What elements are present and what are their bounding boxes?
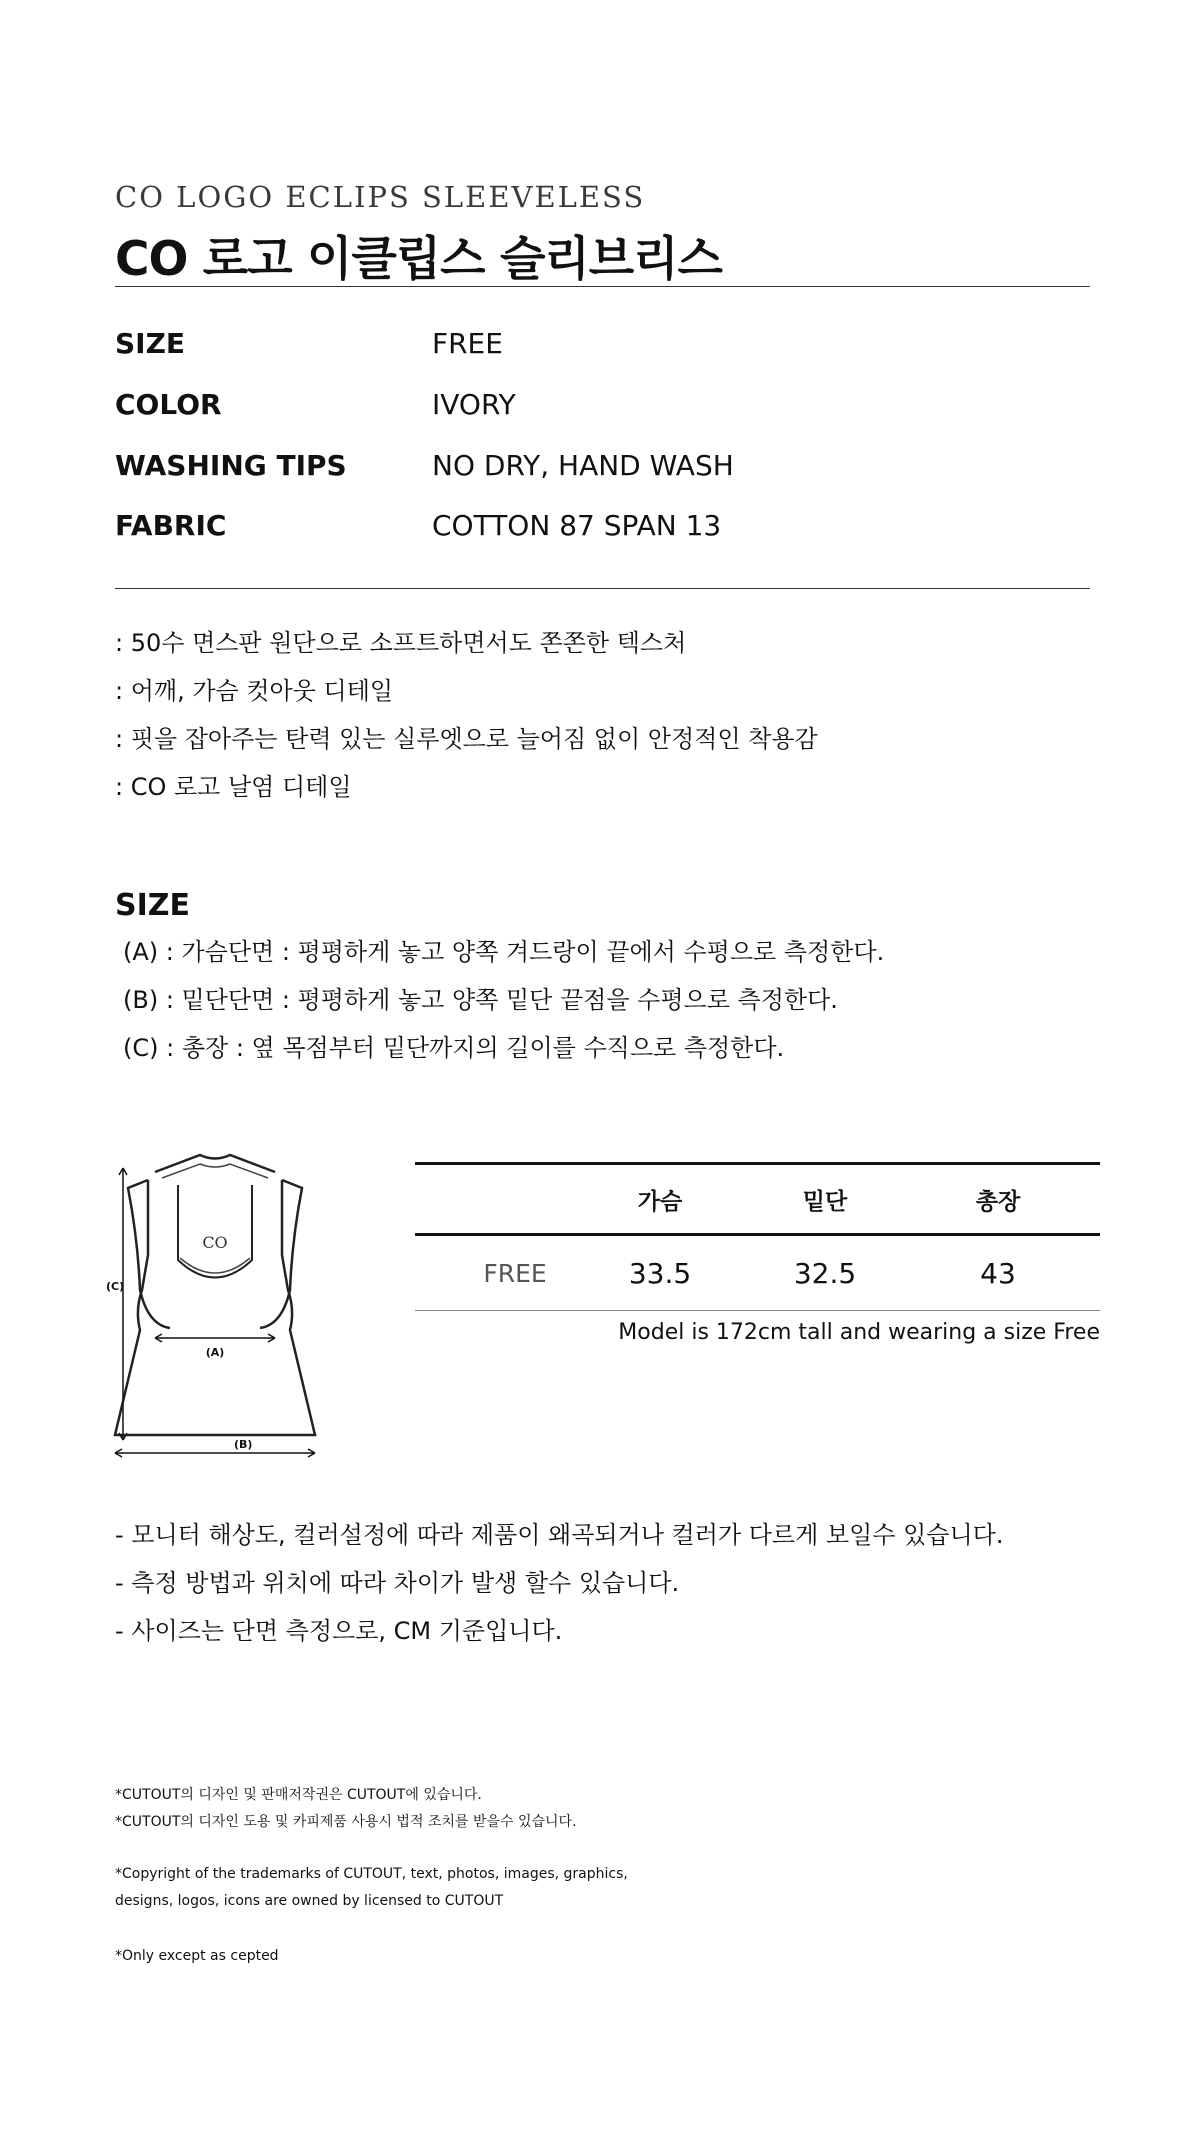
notice-line: - 사이즈는 단면 측정으로, CM 기준입니다. [115,1617,563,1645]
label-c: (C) [106,1280,125,1293]
spec-label-color: COLOR [115,388,222,421]
cell-hem: 32.5 [793,1256,857,1290]
copyright-en-2: designs, logos, icons are owned by licensed to CUTOUT [115,1893,504,1909]
header-cell [415,1165,590,1233]
copyright-kr-1: *CUTOUT의 디자인 및 판매저작권은 CUTOUT에 있습니다. [115,1787,482,1803]
size-table [415,1162,1100,1311]
feature-line: : 핏을 잡아주는 탄력 있는 실루엣으로 늘어짐 없이 안정적인 착용감 [115,725,818,753]
feature-line: : 어깨, 가슴 컷아웃 디테일 [115,677,394,705]
spec-value-size: FREE [432,327,503,360]
spec-divider [115,588,1090,589]
cell-size: FREE [483,1258,547,1288]
title-divider [115,286,1090,287]
neck-band [155,1155,275,1172]
spec-value-washing: NO DRY, HAND WASH [432,449,734,482]
spec-label-washing: WASHING TIPS [115,449,347,482]
size-heading: SIZE [115,888,191,923]
product-title-english: CO LOGO ECLIPS SLEEVELESS [115,180,646,214]
product-title-korean: CO 로고 이클립스 슬리브리스 [115,232,722,287]
notice-line: - 모니터 해상도, 컬러설정에 따라 제품이 왜곡되거나 컬러가 다르게 보일수 있습니다. [115,1521,1004,1549]
neck-band-inner [162,1164,268,1178]
copyright-except: *Only except as cepted [115,1948,279,1964]
sleeveless-measurement-diagram [100,1150,360,1460]
label-a: (A) [205,1346,225,1359]
spec-label-size: SIZE [115,327,186,360]
size-guide-line: (B) : 밑단단면 : 평평하게 놓고 양쪽 밑단 끝점을 수평으로 측정한다. [123,986,838,1014]
header-cell-hem: 밑단 [802,1188,848,1215]
header-cell-chest: 가슴 [637,1188,683,1215]
spec-label-fabric: FABRIC [115,509,227,542]
table-header-row [415,1165,1100,1233]
notice-line: - 측정 방법과 위치에 따라 차이가 발생 할수 있습니다. [115,1569,680,1597]
size-guide-line: (C) : 총장 : 옆 목점부터 밑단까지의 길이를 수직으로 측정한다. [123,1034,785,1062]
front-panel [178,1185,252,1278]
copyright-en-1: *Copyright of the trademarks of CUTOUT, text, photos, images, graphics, [115,1866,628,1882]
size-guide-line: (A) : 가슴단면 : 평평하게 놓고 양쪽 겨드랑이 끝에서 수평으로 측정한다. [123,938,885,966]
spec-value-fabric: COTTON 87 SPAN 13 [432,509,722,542]
label-b: (B) [234,1438,253,1451]
cell-chest: 33.5 [628,1256,692,1290]
diagram-logo: CO [202,1233,228,1252]
cell-length: 43 [980,1256,1016,1290]
spec-value-color: IVORY [432,388,516,421]
header-cell-length: 총장 [975,1188,1021,1215]
copyright-kr-2: *CUTOUT의 디자인 도용 및 카피제품 사용시 법적 조치를 받을수 있습니다. [115,1814,577,1830]
model-note: Model is 172cm tall and wearing a size Free [618,1320,1100,1345]
table-bottom-rule [415,1310,1100,1311]
table-row [415,1236,1100,1310]
feature-line: : CO 로고 날염 디테일 [115,773,352,801]
feature-line: : 50수 면스판 원단으로 소프트하면서도 쫀쫀한 텍스처 [115,629,687,657]
